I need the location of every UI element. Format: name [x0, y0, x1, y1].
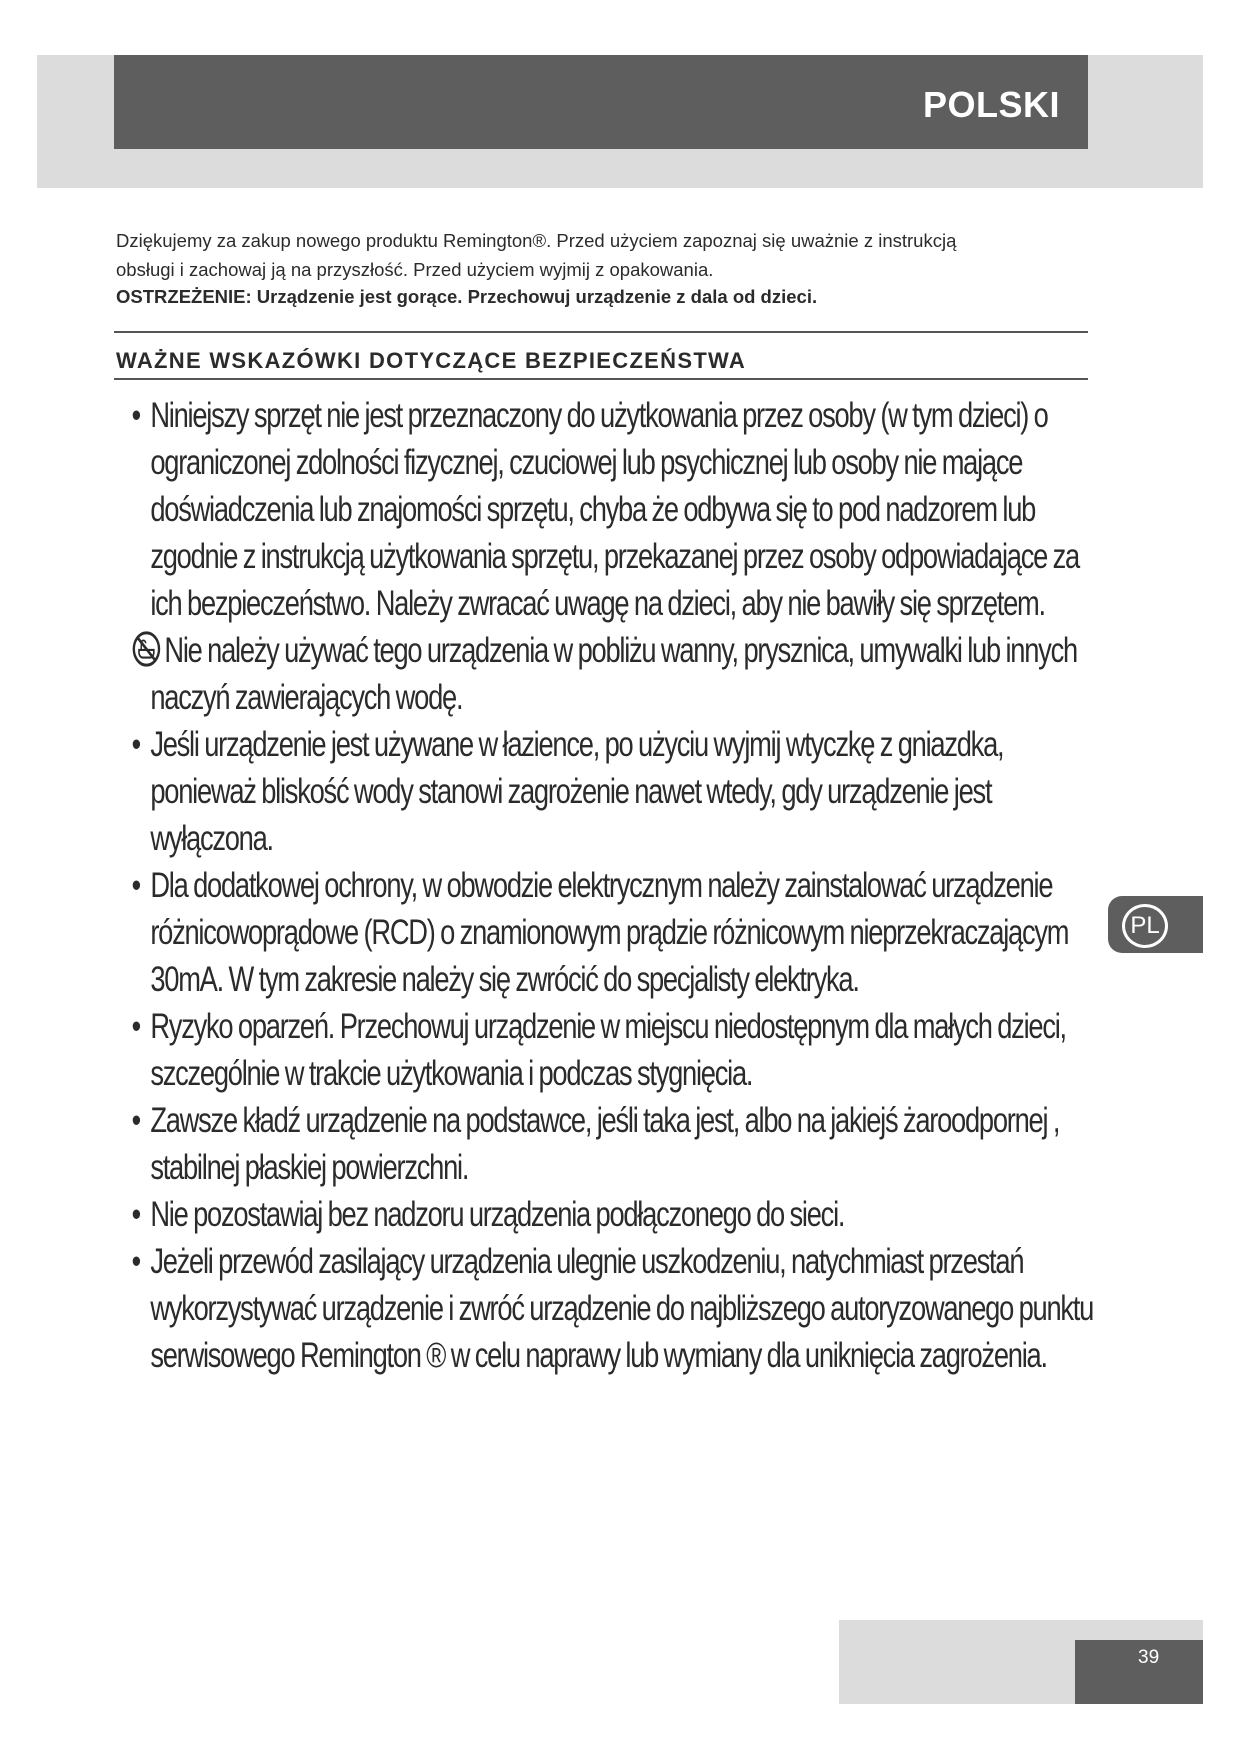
- list-item: • Jeśli urządzenie jest używane w łazience, po użyciu wyjmij wtyczkę z gniazdka, ponieważ bliskość wody stanowi zagrożenie nawet wtedy, gdy urządzenie jest wyłączona.: [131, 725, 1004, 858]
- language-title: POLSKI: [922, 84, 1060, 125]
- section-rule-bottom: [114, 378, 1088, 380]
- section-title: WAŻNE WSKAZÓWKI DOTYCZĄCE BEZPIECZEŃSTWA: [116, 348, 747, 373]
- list-item: • Zawsze kładź urządzenie na podstawce, jeśli taka jest, albo na jakiejś żaroodpornej , stabilnej płaskiej powierzchni.: [131, 1101, 1060, 1187]
- language-tab: [1108, 896, 1203, 953]
- list-item: • Nie pozostawiaj bez nadzoru urządzenia podłączonego do sieci.: [131, 1195, 845, 1234]
- section-rule-top: [114, 331, 1088, 333]
- bullet: •: [131, 396, 140, 435]
- intro-line-2: obsługi i zachowaj ją na przyszłość. Przed użyciem wyjmij z opakowania.: [116, 259, 714, 280]
- page-number: 39: [1138, 1647, 1160, 1668]
- list-item: • Jeżeli przewód zasilający urządzenia ulegnie uszkodzeniu, natychmiast przestań wykorzystywać urządzenie i zwróć urządzenie do najbliższego autoryzowanego punktu serwisowego Remington ® w celu naprawy lub wymiany dla uniknięcia zagrożenia.: [131, 1242, 1094, 1375]
- no-bathtub-icon: [132, 630, 162, 668]
- list-item: • Dla dodatkowej ochrony, w obwodzie elektrycznym należy zainstalować urządzenie różnicowoprądowe (RCD) o znamionowym prądzie różnicowym nieprzekraczającym 30mA. W tym zakresie należy się zwrócić do specjalisty elektryka.: [131, 866, 1069, 999]
- list-item: Nie należy używać tego urządzenia w pobliżu wanny, prysznica, umywalki lub innych naczyń zawierających wodę.: [116, 627, 1102, 721]
- intro-text: [116, 226, 1036, 310]
- list-item: • Niniejszy sprzęt nie jest przeznaczony do użytkowania przez osoby (w tym dzieci) o ograniczonej zdolności fizycznej, czuciowej lub psychicznej lub osoby nie mające doświadczenia lub znajomości sprzętu, chyba że odbywa się to pod nadzorem lub zgodnie z instrukcją użytkowania sprzętu, przekazanej przez osoby odpowiadające za ich bezpieczeństwo. Należy zwracać uwagę na dzieci, aby nie bawiły się sprzętem.: [116, 392, 1102, 627]
- safety-list: [116, 392, 1106, 1379]
- warning-text: OSTRZEŻENIE: Urządzenie jest gorące. Przechowuj urządzenie z dala od dzieci.: [116, 286, 818, 307]
- language-code-badge: PL: [1122, 904, 1168, 948]
- header-bar: [114, 55, 1088, 149]
- intro-line-1: Dziękujemy za zakup nowego produktu Remington®. Przed użyciem zapoznaj się uważnie z instrukcją: [116, 230, 957, 251]
- list-item: • Ryzyko oparzeń. Przechowuj urządzenie w miejscu niedostępnym dla małych dzieci, szczególnie w trakcie użytkowania i podczas stygnięcia.: [131, 1007, 1066, 1093]
